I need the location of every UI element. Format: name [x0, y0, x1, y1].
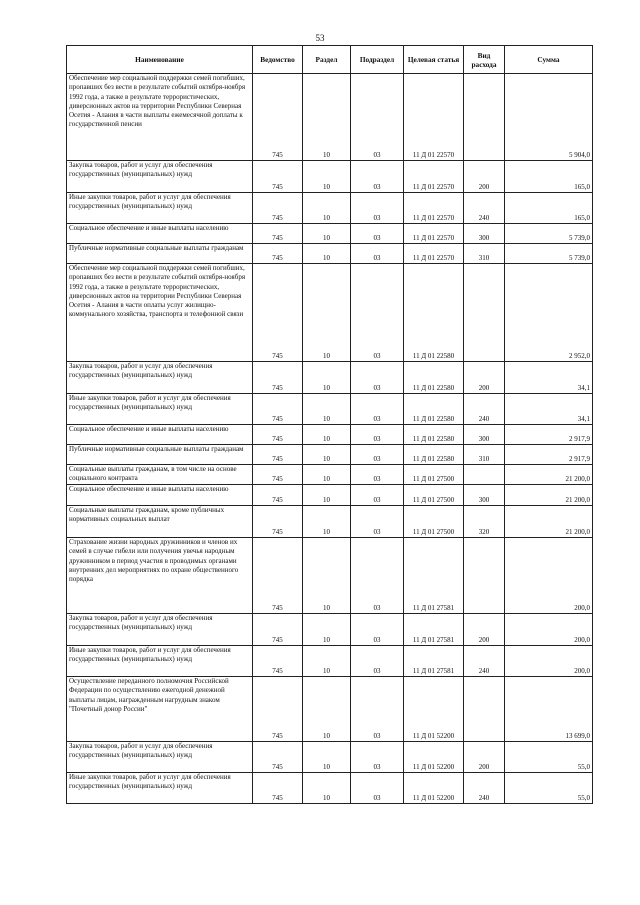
table-row — [67, 394, 593, 425]
table-row — [67, 646, 593, 677]
cell-type: 200 — [464, 362, 505, 394]
cell-type: 310 — [464, 445, 505, 465]
cell-name: Социальное обеспечение и иные выплаты населению — [67, 485, 253, 506]
cell-sum: 55,0 — [505, 742, 593, 773]
header-section: Раздел — [303, 46, 351, 74]
cell-target: 11 Д 01 52200 — [404, 742, 464, 773]
cell-sum: 165,0 — [505, 193, 593, 224]
table-row — [67, 465, 593, 485]
cell-sum: 13 699,0 — [505, 677, 593, 742]
cell-sum: 34,1 — [505, 362, 593, 394]
cell-section: 10 — [303, 193, 351, 224]
cell-dept: 745 — [253, 614, 303, 646]
cell-section: 10 — [303, 161, 351, 193]
cell-section: 10 — [303, 646, 351, 677]
cell-subsection: 03 — [351, 161, 404, 193]
cell-name: Иные закупки товаров, работ и услуг для обеспечения государственных (муниципальных) нужд — [67, 773, 253, 804]
cell-dept: 745 — [253, 193, 303, 224]
cell-target: 11 Д 01 22580 — [404, 445, 464, 465]
budget-table — [66, 45, 593, 804]
cell-subsection: 03 — [351, 646, 404, 677]
cell-sum: 55,0 — [505, 773, 593, 804]
cell-name: Иные закупки товаров, работ и услуг для обеспечения государственных (муниципальных) нужд — [67, 193, 253, 224]
cell-sum: 200,0 — [505, 646, 593, 677]
cell-name: Закупка товаров, работ и услуг для обеспечения государственных (муниципальных) нужд — [67, 161, 253, 193]
table-row — [67, 773, 593, 804]
cell-name: Страхование жизни народных дружинников и членов их семей в случае гибели или получения увечья народным дружинником в период участия в проводимых органами внутренних дел мероприятиях по охране общественного порядка — [67, 538, 253, 614]
cell-sum: 5 904,0 — [505, 74, 593, 161]
cell-subsection: 03 — [351, 264, 404, 362]
cell-section: 10 — [303, 224, 351, 244]
table-row — [67, 244, 593, 264]
cell-name: Социальные выплаты гражданам, в том числе на основе социального контракта — [67, 465, 253, 485]
cell-dept: 745 — [253, 465, 303, 485]
cell-section: 10 — [303, 506, 351, 538]
cell-subsection: 03 — [351, 362, 404, 394]
cell-target: 11 Д 01 27581 — [404, 538, 464, 614]
cell-sum: 2 917,9 — [505, 445, 593, 465]
cell-dept: 745 — [253, 264, 303, 362]
cell-subsection: 03 — [351, 244, 404, 264]
cell-type: 240 — [464, 394, 505, 425]
cell-target: 11 Д 01 22570 — [404, 161, 464, 193]
cell-type — [464, 465, 505, 485]
cell-subsection: 03 — [351, 742, 404, 773]
cell-dept: 745 — [253, 646, 303, 677]
cell-subsection: 03 — [351, 74, 404, 161]
cell-section: 10 — [303, 742, 351, 773]
cell-dept: 745 — [253, 425, 303, 445]
cell-subsection: 03 — [351, 465, 404, 485]
header-dept: Ведомство — [253, 46, 303, 74]
cell-section: 10 — [303, 614, 351, 646]
table-row — [67, 485, 593, 506]
cell-sum: 5 739,0 — [505, 224, 593, 244]
cell-subsection: 03 — [351, 506, 404, 538]
cell-name: Иные закупки товаров, работ и услуг для обеспечения государственных (муниципальных) нужд — [67, 394, 253, 425]
cell-dept: 745 — [253, 538, 303, 614]
cell-section: 10 — [303, 264, 351, 362]
cell-target: 11 Д 01 27581 — [404, 614, 464, 646]
table-row — [67, 224, 593, 244]
cell-type: 200 — [464, 614, 505, 646]
cell-target: 11 Д 01 22580 — [404, 394, 464, 425]
header-row — [67, 46, 593, 74]
cell-sum: 5 739,0 — [505, 244, 593, 264]
table-row — [67, 538, 593, 614]
cell-type: 300 — [464, 425, 505, 445]
cell-type — [464, 74, 505, 161]
cell-subsection: 03 — [351, 538, 404, 614]
cell-target: 11 Д 01 52200 — [404, 773, 464, 804]
cell-name: Иные закупки товаров, работ и услуг для обеспечения государственных (муниципальных) нужд — [67, 646, 253, 677]
cell-dept: 745 — [253, 74, 303, 161]
cell-section: 10 — [303, 773, 351, 804]
cell-dept: 745 — [253, 773, 303, 804]
cell-type: 310 — [464, 244, 505, 264]
cell-section: 10 — [303, 538, 351, 614]
cell-name: Закупка товаров, работ и услуг для обеспечения государственных (муниципальных) нужд — [67, 362, 253, 394]
table-row — [67, 193, 593, 224]
cell-dept: 745 — [253, 394, 303, 425]
cell-section: 10 — [303, 362, 351, 394]
header-sum: Сумма — [505, 46, 593, 74]
cell-subsection: 03 — [351, 394, 404, 425]
cell-type — [464, 264, 505, 362]
cell-subsection: 03 — [351, 677, 404, 742]
table-row — [67, 161, 593, 193]
cell-name: Публичные нормативные социальные выплаты гражданам — [67, 445, 253, 465]
cell-type — [464, 538, 505, 614]
cell-sum: 2 917,9 — [505, 425, 593, 445]
cell-section: 10 — [303, 244, 351, 264]
cell-target: 11 Д 01 22580 — [404, 425, 464, 445]
cell-target: 11 Д 01 27581 — [404, 646, 464, 677]
cell-type: 320 — [464, 506, 505, 538]
cell-sum: 200,0 — [505, 538, 593, 614]
cell-name: Осуществление переданного полномочия Российской Федерации по осуществлению ежегодной денежной выплаты лицам, награжденным нагрудным знаком "Почетный донор России" — [67, 677, 253, 742]
cell-type — [464, 677, 505, 742]
header-type: Вид расхода — [464, 46, 505, 74]
cell-section: 10 — [303, 425, 351, 445]
cell-name: Обеспечение мер социальной поддержки семей погибших, пропавших без вести в результате событий октября-ноября 1992 года, а также в результате террористических, диверсионных актов на территории Республики Северная Осетия - Алания в части оплаты услуг жилищно-коммунального хозяйства, транспорта и телефонной связи — [67, 264, 253, 362]
cell-target: 11 Д 01 22580 — [404, 362, 464, 394]
cell-subsection: 03 — [351, 773, 404, 804]
cell-name: Социальное обеспечение и иные выплаты населению — [67, 425, 253, 445]
cell-dept: 745 — [253, 677, 303, 742]
cell-subsection: 03 — [351, 193, 404, 224]
cell-subsection: 03 — [351, 425, 404, 445]
table-row — [67, 742, 593, 773]
cell-subsection: 03 — [351, 445, 404, 465]
cell-section: 10 — [303, 465, 351, 485]
table-row — [67, 677, 593, 742]
cell-type: 240 — [464, 646, 505, 677]
cell-target: 11 Д 01 27500 — [404, 506, 464, 538]
cell-section: 10 — [303, 445, 351, 465]
cell-target: 11 Д 01 22570 — [404, 74, 464, 161]
cell-dept: 745 — [253, 244, 303, 264]
cell-subsection: 03 — [351, 614, 404, 646]
cell-target: 11 Д 01 22580 — [404, 264, 464, 362]
cell-section: 10 — [303, 74, 351, 161]
cell-type: 240 — [464, 773, 505, 804]
header-name: Наименование — [67, 46, 253, 74]
cell-section: 10 — [303, 677, 351, 742]
cell-name: Социальные выплаты гражданам, кроме публичных нормативных социальных выплат — [67, 506, 253, 538]
cell-target: 11 Д 01 27500 — [404, 485, 464, 506]
cell-sum: 21 200,0 — [505, 465, 593, 485]
cell-type: 240 — [464, 193, 505, 224]
cell-type: 300 — [464, 224, 505, 244]
cell-dept: 745 — [253, 362, 303, 394]
cell-type: 300 — [464, 485, 505, 506]
table-row — [67, 614, 593, 646]
cell-sum: 200,0 — [505, 614, 593, 646]
cell-name: Социальное обеспечение и иные выплаты населению — [67, 224, 253, 244]
table-row — [67, 264, 593, 362]
cell-sum: 165,0 — [505, 161, 593, 193]
cell-dept: 745 — [253, 506, 303, 538]
cell-dept: 745 — [253, 224, 303, 244]
cell-target: 11 Д 01 22570 — [404, 224, 464, 244]
cell-subsection: 03 — [351, 485, 404, 506]
cell-dept: 745 — [253, 445, 303, 465]
cell-section: 10 — [303, 394, 351, 425]
cell-target: 11 Д 01 22570 — [404, 193, 464, 224]
cell-sum: 21 200,0 — [505, 506, 593, 538]
table-row — [67, 425, 593, 445]
page-number: 53 — [315, 33, 325, 43]
cell-sum: 2 952,0 — [505, 264, 593, 362]
cell-type: 200 — [464, 742, 505, 773]
cell-name: Закупка товаров, работ и услуг для обеспечения государственных (муниципальных) нужд — [67, 614, 253, 646]
cell-sum: 21 200,0 — [505, 485, 593, 506]
table-row — [67, 506, 593, 538]
cell-dept: 745 — [253, 161, 303, 193]
table-row — [67, 445, 593, 465]
cell-target: 11 Д 01 52200 — [404, 677, 464, 742]
cell-name: Закупка товаров, работ и услуг для обеспечения государственных (муниципальных) нужд — [67, 742, 253, 773]
cell-section: 10 — [303, 485, 351, 506]
cell-target: 11 Д 01 22570 — [404, 244, 464, 264]
cell-dept: 745 — [253, 485, 303, 506]
cell-subsection: 03 — [351, 224, 404, 244]
table-row — [67, 362, 593, 394]
header-subsection: Подраздел — [351, 46, 404, 74]
cell-name: Публичные нормативные социальные выплаты гражданам — [67, 244, 253, 264]
cell-sum: 34,1 — [505, 394, 593, 425]
cell-dept: 745 — [253, 742, 303, 773]
cell-name: Обеспечение мер социальной поддержки семей погибших, пропавших без вести в результате событий октября-ноября 1992 года, а также в результате террористических, диверсионных актов на территории Республики Северная Осетия - Алания в части выплаты ежемесячной доплаты к государственной пенсии — [67, 74, 253, 161]
table-row — [67, 74, 593, 161]
header-target: Целевая статья — [404, 46, 464, 74]
cell-target: 11 Д 01 27500 — [404, 465, 464, 485]
cell-type: 200 — [464, 161, 505, 193]
